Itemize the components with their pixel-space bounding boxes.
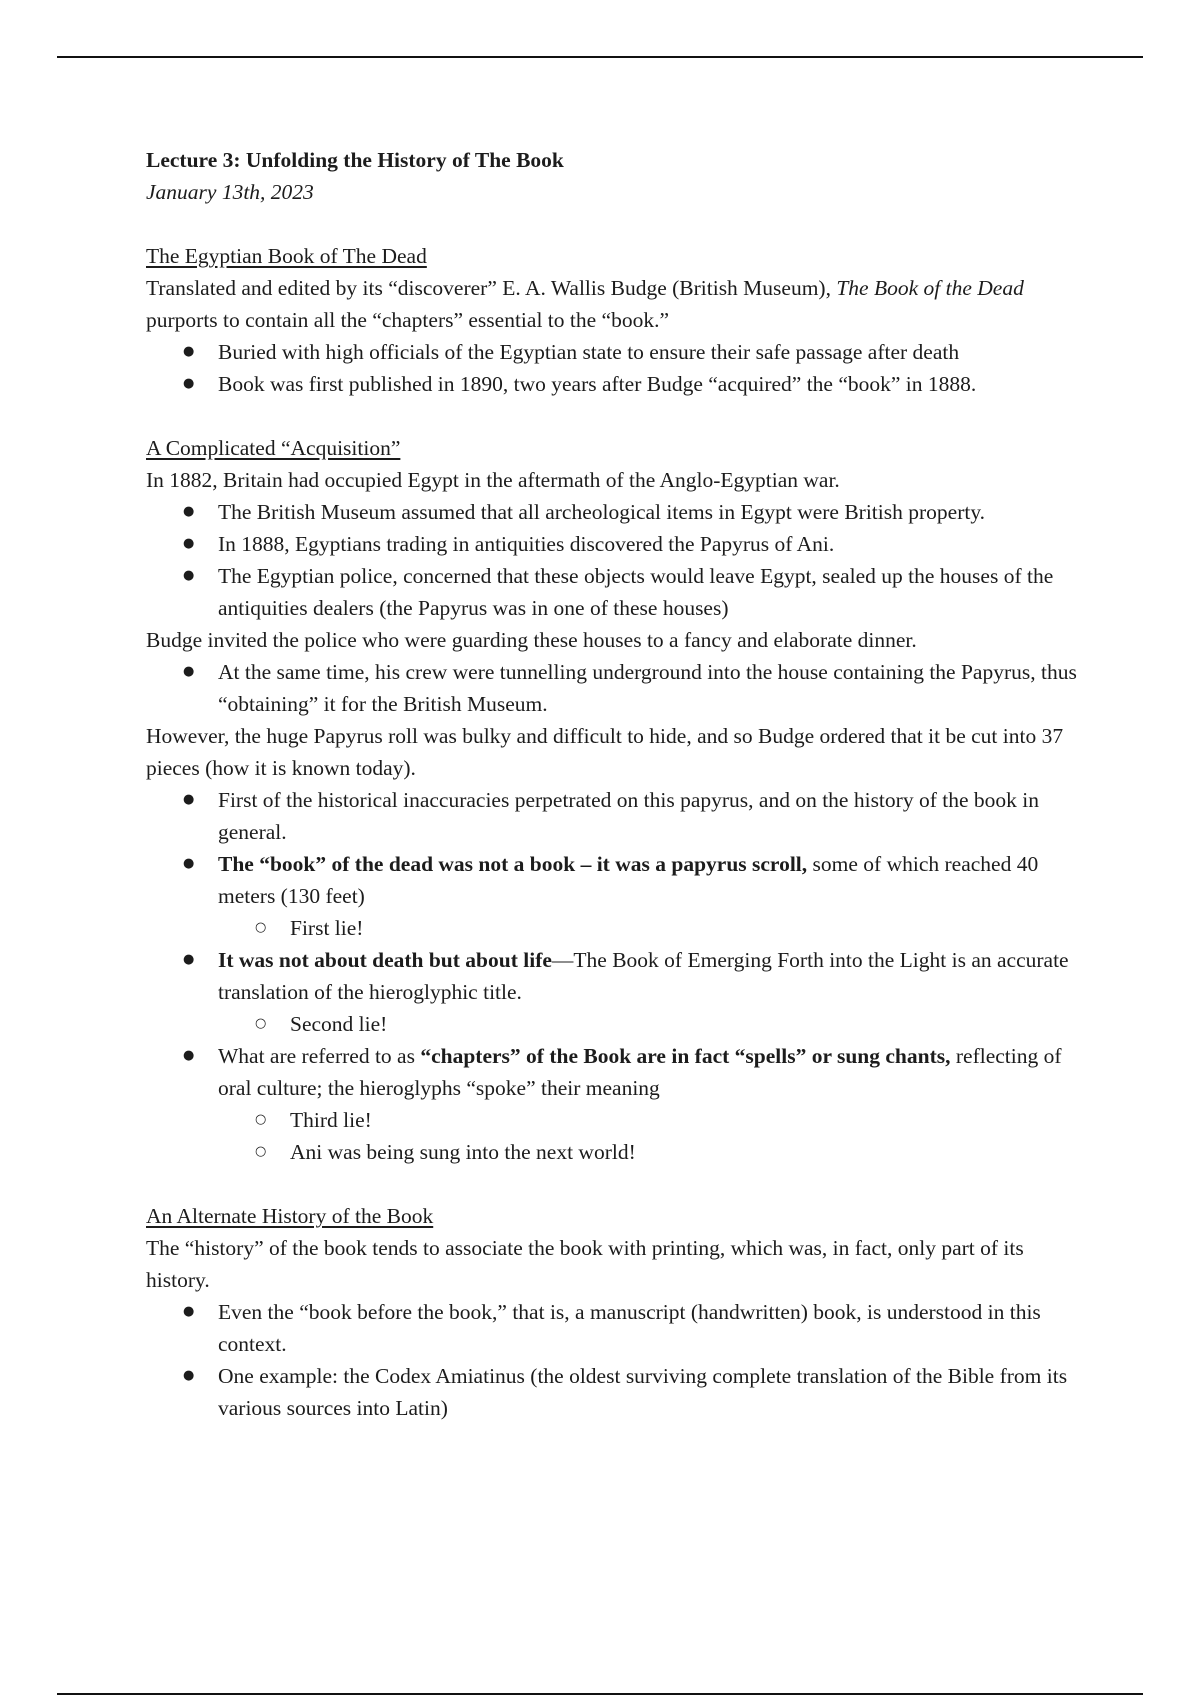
- list-item: ● In 1888, Egyptians trading in antiquities discovered the Papyrus of Ani.: [146, 528, 1086, 560]
- sub-list-item: ○ Ani was being sung into the next world!: [218, 1136, 1086, 1168]
- section-heading-book-of-dead: The Egyptian Book of The Dead: [146, 244, 427, 268]
- bullet-list: [146, 1296, 1086, 1424]
- sub-list-item: ○ Third lie!: [218, 1104, 1086, 1136]
- bullet-list: [146, 784, 1086, 1168]
- section-heading-alternate-history: An Alternate History of the Book: [146, 1204, 434, 1228]
- list-item: ● The Egyptian police, concerned that these objects would leave Egypt, sealed up the houses of the antiquities dealers (the Papyrus was in one of these houses): [146, 560, 1086, 624]
- sub-list-item: ○ Second lie!: [218, 1008, 1086, 1040]
- list-item: ● It was not about death but about life—The Book of Emerging Forth into the Light is an accurate translation of the hieroglyphic title. ○ Second lie!: [146, 944, 1086, 1040]
- sub-bullet-list: [218, 912, 1086, 944]
- list-item: ● One example: the Codex Amiatinus (the oldest surviving complete translation of the Bible from its various sources into Latin): [146, 1360, 1086, 1424]
- bullet-list: [146, 656, 1086, 720]
- top-rule: [57, 56, 1143, 58]
- document-body: [146, 144, 1086, 1424]
- list-item: ● Buried with high officials of the Egyptian state to ensure their safe passage after death: [146, 336, 1086, 368]
- sub-bullet-list: [218, 1008, 1086, 1040]
- list-item: ● First of the historical inaccuracies perpetrated on this papyrus, and on the history of the book in general.: [146, 784, 1086, 848]
- lecture-date: January 13th, 2023: [146, 180, 314, 204]
- list-item: ● The “book” of the dead was not a book – it was a papyrus scroll, some of which reached 40 meters (130 feet) ○ First lie!: [146, 848, 1086, 944]
- list-item: ● Even the “book before the book,” that is, a manuscript (handwritten) book, is understood in this context.: [146, 1296, 1086, 1360]
- list-item: ● Book was first published in 1890, two years after Budge “acquired” the “book” in 1888.: [146, 368, 1086, 400]
- list-item: ● At the same time, his crew were tunnelling underground into the house containing the Papyrus, thus “obtaining” it for the British Museum.: [146, 656, 1086, 720]
- list-item: ● The British Museum assumed that all archeological items in Egypt were British property.: [146, 496, 1086, 528]
- book-title-italic: The Book of the Dead: [836, 276, 1024, 300]
- section-heading-acquisition: A Complicated “Acquisition”: [146, 436, 401, 460]
- paragraph: In 1882, Britain had occupied Egypt in the aftermath of the Anglo-Egyptian war.: [146, 468, 840, 492]
- sub-list-item: ○ First lie!: [218, 912, 1086, 944]
- bottom-rule: [57, 1693, 1143, 1695]
- bullet-list: [146, 336, 1086, 400]
- lecture-title: Lecture 3: Unfolding the History of The Book: [146, 148, 564, 172]
- sub-bullet-list: [218, 1104, 1086, 1168]
- bullet-list: [146, 496, 1086, 624]
- paragraph: However, the huge Papyrus roll was bulky and difficult to hide, and so Budge ordered that it be cut into 37 pieces (how it is known today).: [146, 724, 1064, 780]
- paragraph: Budge invited the police who were guarding these houses to a fancy and elaborate dinner.: [146, 628, 917, 652]
- list-item: ● What are referred to as “chapters” of the Book are in fact “spells” or sung chants, reflecting of oral culture; the hieroglyphs “spoke” their meaning ○ Third lie! ○ Ani was being sung into the next world!: [146, 1040, 1086, 1168]
- paragraph: The “history” of the book tends to associate the book with printing, which was, in fact, only part of its history.: [146, 1236, 1024, 1292]
- paragraph: Translated and edited by its “discoverer” E. A. Wallis Budge (British Museum), The Book of the Dead purports to contain all the “chapters” essential to the “book.”: [146, 276, 1024, 332]
